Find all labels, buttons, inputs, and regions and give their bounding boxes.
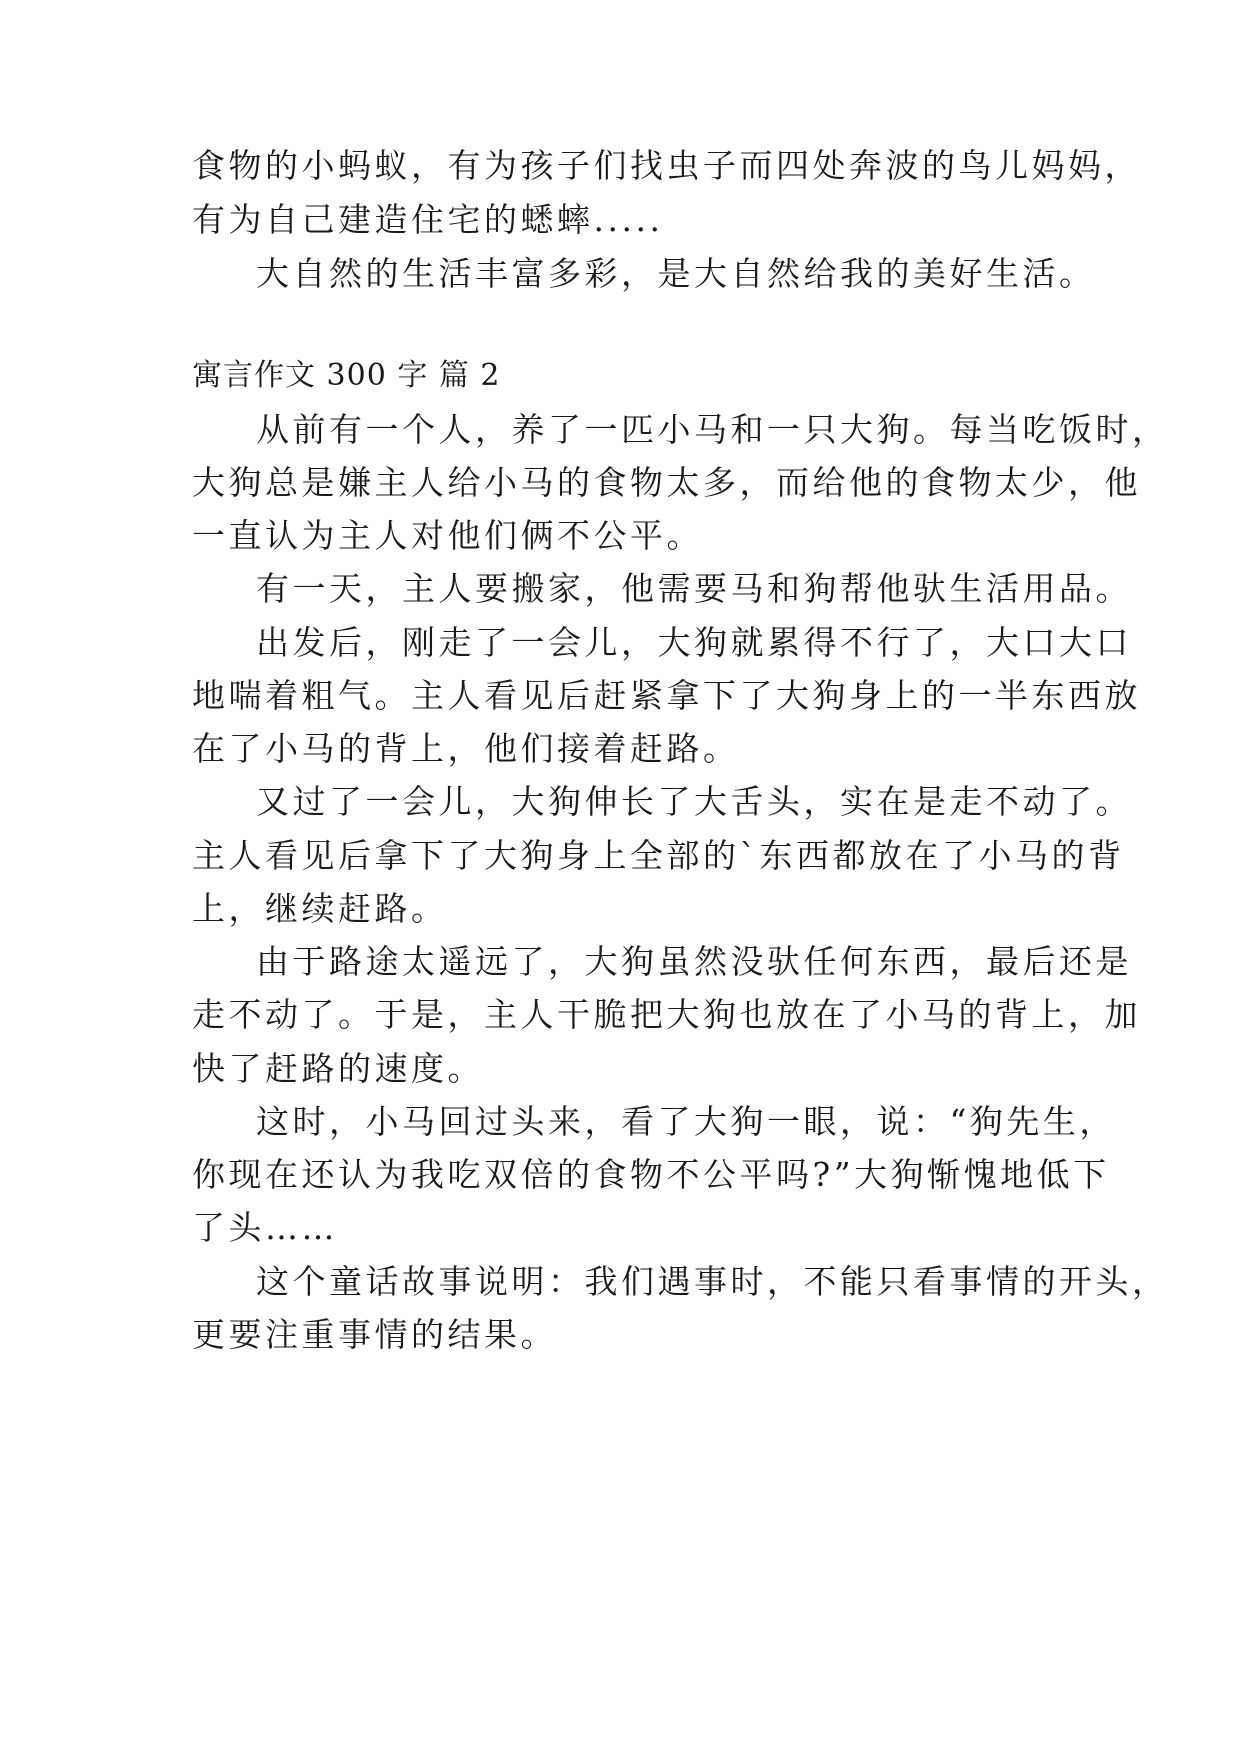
paragraph-line: 又过了一会儿，大狗伸长了大舌头，实在是走不动了。	[256, 782, 1132, 821]
paragraph-line: 食物的小蚂蚁，有为孩子们找虫子而四处奔波的鸟儿妈妈，	[192, 146, 1141, 185]
paragraph-line: 你现在还认为我吃双倍的食物不公平吗?”大狗惭愧地低下	[192, 1155, 1110, 1194]
paragraph-line: 了头……	[192, 1208, 338, 1247]
paragraph-line: 地喘着粗气。主人看见后赶紧拿下了大狗身上的一半东西放	[192, 676, 1141, 715]
paragraph-line: 大狗总是嫌主人给小马的食物太多，而给他的食物太少，他	[192, 463, 1141, 502]
section-title: 寓言作文 300 字 篇 2	[192, 358, 501, 393]
paragraph-line: 上，继续赶路。	[192, 889, 448, 928]
paragraph-line: 在了小马的背上，他们接着赶路。	[192, 729, 740, 768]
paragraph-line: 由于路途太遥远了，大狗虽然没驮任何东西，最后还是	[256, 942, 1132, 981]
paragraph-line: 大自然的生活丰富多彩，是大自然给我的美好生活。	[256, 254, 1096, 293]
paragraph-line: 快了赶路的速度。	[192, 1049, 484, 1088]
paragraph-line: 这个童话故事说明：我们遇事时，不能只看事情的开头，	[256, 1262, 1169, 1301]
paragraph-line: 出发后，刚走了一会儿，大狗就累得不行了，大口大口	[256, 623, 1132, 662]
paragraph-line: 有一天，主人要搬家，他需要马和狗帮他驮生活用品。	[256, 569, 1132, 608]
paragraph-line: 走不动了。于是，主人干脆把大狗也放在了小马的背上，加	[192, 995, 1141, 1034]
paragraph-line: 主人看见后拿下了大狗身上全部的`东西都放在了小马的背	[192, 836, 1125, 875]
paragraph-line: 这时，小马回过头来，看了大狗一眼，说：“狗先生，	[256, 1102, 1116, 1141]
paragraph-line: 有为自己建造住宅的蟋蟀.....	[192, 200, 664, 239]
paragraph-line: 从前有一个人，养了一匹小马和一只大狗。每当吃饭时，	[256, 410, 1169, 449]
paragraph-line: 更要注重事情的结果。	[192, 1315, 557, 1354]
paragraph-line: 一直认为主人对他们俩不公平。	[192, 516, 703, 555]
